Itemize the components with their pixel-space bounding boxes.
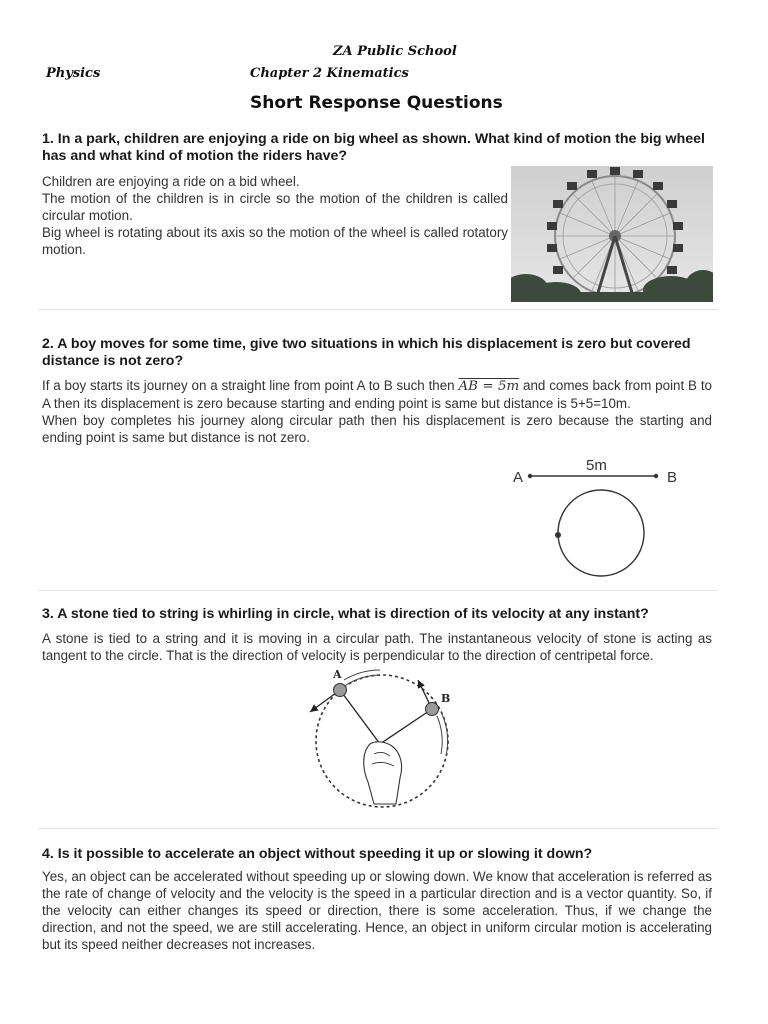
point-a-dot <box>528 474 532 478</box>
subject-label: Physics <box>46 66 101 81</box>
divider-3 <box>38 828 718 829</box>
label-a: A <box>513 469 524 486</box>
page-title: Short Response Questions <box>250 93 503 113</box>
motion-arc-b-inner <box>437 716 442 754</box>
motion-arc-b <box>442 714 448 756</box>
chapter-label: Chapter 2 Kinematics <box>250 66 409 81</box>
answer-3: A stone is tied to a string and it is moving in a circular path. The instantaneous velocity of stone is acting as tangent to the circle. That is the direction of velocity is perpendicular to the direction of centripetal force. <box>42 631 712 663</box>
ferris-wheel-image <box>511 166 713 302</box>
start-point-dot <box>555 532 561 538</box>
label-a: A <box>333 668 342 681</box>
divider-1 <box>38 309 718 310</box>
question-3: 3. A stone tied to string is whirling in circle, what is direction of its velocity at any instant? <box>42 606 649 622</box>
answer-1-line-3: Big wheel is rotating about its axis so the motion of the wheel is called rotatory motion. <box>42 225 508 257</box>
distance-label: 5m <box>586 457 607 474</box>
question-4: 4. Is it possible to accelerate an object without speeding it up or slowing it down? <box>42 846 593 862</box>
hand-icon <box>364 742 402 804</box>
question-1: 1. In a park, children are enjoying a ride on big wheel as shown. What kind of motion the big wheel has and what kind of motion the riders have? <box>42 131 705 164</box>
answer-2-paragraph-1 <box>42 377 712 412</box>
answer-2-paragraph-2: When boy completes his journey along circular path then his displacement is zero because the starting and ending point is same but distance is not zero. <box>42 413 712 445</box>
label-b: B <box>441 692 451 705</box>
answer-2-rest: and comes back from point B to A then its displacement is zero because starting and ending point is same but distance is 5+5=10m. <box>42 378 712 411</box>
stone-b <box>426 703 439 716</box>
point-b-dot <box>654 474 658 478</box>
answer-1 <box>42 173 508 258</box>
answer-1-line-2: The motion of the children is in circle so the motion of the children is called circular motion. <box>42 191 508 223</box>
answer-1-line-1: Children are enjoying a ride on a bid wheel. <box>42 174 300 189</box>
question-2: 2. A boy moves for some time, give two situations in which his displacement is zero but covered distance is not zero? <box>42 336 691 369</box>
divider-2 <box>38 590 718 591</box>
school-name: ZA Public School <box>333 44 457 59</box>
whirling-stone-diagram <box>296 664 466 810</box>
answer-2-intro: If a boy starts its journey on a straight line from point A to B such then <box>42 378 455 393</box>
label-b: B <box>667 469 678 486</box>
displacement-diagram <box>508 454 698 584</box>
string-b <box>380 709 432 744</box>
string-a <box>340 690 380 744</box>
answer-2 <box>42 377 712 446</box>
stone-a <box>334 684 347 697</box>
circular-path <box>558 490 644 576</box>
answer-4: Yes, an object can be accelerated without speeding up or slowing down. We know that acceleration is referred as the rate of change of velocity and the velocity is the speed in a particular direction and is a vector quantity. So, if the velocity can either changes its speed or direction, there is some acceleration. Thus, if we change the direction, and not the speed, we are still accelerating. Hence, an object in uniform circular motion is accelerating but its speed neither decreases not increases. <box>42 869 712 952</box>
answer-2-math: AB = 5m <box>458 379 520 394</box>
